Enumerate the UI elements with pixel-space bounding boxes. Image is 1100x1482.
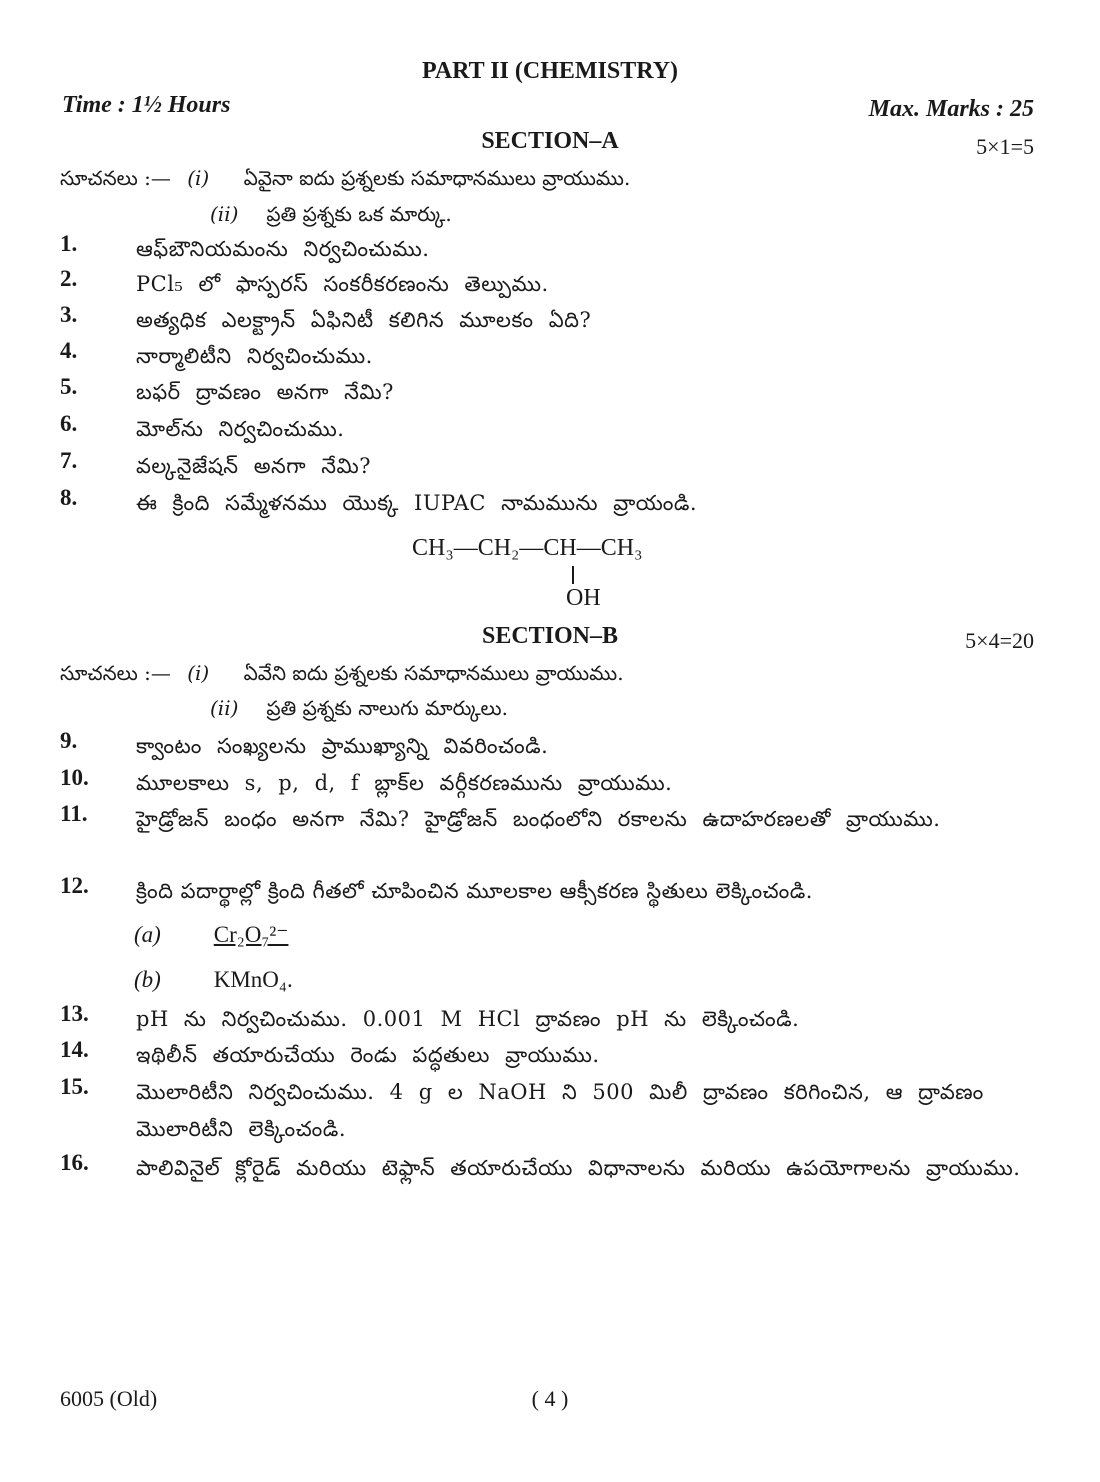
question-number: 2. <box>60 266 78 291</box>
time-allowed: Time : 1½ Hours <box>62 92 231 118</box>
question-13 <box>60 1001 1040 1038</box>
section-a-instruction-1 <box>60 166 630 195</box>
q12-item-b <box>134 967 293 993</box>
instructions-label: సూచనలు :— <box>60 166 171 190</box>
question-11 <box>60 801 1040 838</box>
instruction-text: ఏవేని ఐదు ప్రశ్నలకు సమాధానములు వ్రాయుము. <box>243 661 624 685</box>
paper-code: 6005 (Old) <box>60 1386 158 1411</box>
question-text: క్వాంటం సంఖ్యలను ప్రాముఖ్యాన్ని వివరించండి. <box>136 734 549 758</box>
question-12 <box>60 873 1040 910</box>
question-4 <box>60 338 1040 375</box>
question-text: pH ను నిర్వచించుము. 0.001 M HCl ద్రావణం pH ను లెక్కించండి. <box>136 1007 800 1031</box>
question-number: 7. <box>60 448 78 473</box>
question-text: ఆఫ్‌బౌనియమంను నిర్వచించుము. <box>136 237 430 261</box>
formula-oh-group: OH <box>566 585 601 611</box>
question-text: పాలివినైల్ క్లోరైడ్ మరియు టెఫ్లాన్ తయారుచేయు విధానాలను మరియు ఉపయోగాలను వ్రాయుము. <box>136 1156 1021 1180</box>
question-number: 5. <box>60 374 78 399</box>
section-b-heading: SECTION–B <box>481 623 619 649</box>
item-label: (b) <box>134 967 161 992</box>
question-number: 16. <box>60 1150 89 1175</box>
question-text: క్రింది పదార్థాల్లో క్రింది గీతలో చూపించిన మూలకాల ఆక్సీకరణ స్థితులు లెక్కించండి. <box>136 879 813 903</box>
question-number: 8. <box>60 485 78 510</box>
question-number: 14. <box>60 1037 89 1062</box>
question-text: PCl₅ లో ఫాస్పరస్ సంకరీకరణంను తెల్పుము. <box>136 272 549 296</box>
question-number: 6. <box>60 411 78 436</box>
question-8 <box>60 485 1040 522</box>
question-number: 4. <box>60 338 78 363</box>
question-number: 10. <box>60 765 89 790</box>
section-a-heading: SECTION–A <box>481 128 619 154</box>
question-text: నార్మాలిటీని నిర్వచించుము. <box>136 344 373 368</box>
max-marks: Max. Marks : 25 <box>868 96 1034 122</box>
instruction-number: (ii) <box>210 202 239 226</box>
question-number: 13. <box>60 1001 89 1026</box>
question-text: బఫర్ ద్రావణం అనగా నేమి? <box>136 380 394 404</box>
section-a-marks: 5×1=5 <box>976 134 1034 159</box>
question-number: 9. <box>60 728 78 753</box>
question-5 <box>60 374 1040 411</box>
question-15 <box>60 1074 1040 1148</box>
formula-bond-line <box>572 566 574 584</box>
question-text: ఇథిలీన్ తయారుచేయు రెండు పద్ధతులు వ్రాయుము. <box>136 1043 600 1067</box>
instruction-text: ప్రతి ప్రశ్నకు నాలుగు మార్కులు. <box>266 696 508 720</box>
question-number: 15. <box>60 1074 89 1099</box>
question-9 <box>60 728 1040 765</box>
structural-formula: CH₃—CH₂—CH—CH₃ <box>412 535 643 561</box>
question-14 <box>60 1037 1040 1074</box>
question-7 <box>60 448 1040 485</box>
section-a-instruction-2 <box>210 202 452 231</box>
page-number: ( 4 ) <box>531 1386 569 1411</box>
question-number: 3. <box>60 302 78 327</box>
question-text: అత్యధిక ఎలక్ట్రాన్ ఏఫినిటీ కలిగిన మూలకం ఏది? <box>136 308 592 332</box>
question-number: 12. <box>60 873 89 898</box>
question-10 <box>60 765 1040 802</box>
question-text: వల్కనైజేషన్ అనగా నేమి? <box>136 454 371 478</box>
question-2 <box>60 266 1040 303</box>
question-text: మోల్‌ను నిర్వచించుము. <box>136 417 345 441</box>
instruction-number: (ii) <box>210 696 239 720</box>
instruction-number: (i) <box>187 661 210 685</box>
question-text: మొలారిటీని నిర్వచించుము. 4 g ల NaOH ని 500 మిలీ ద్రావణం కరిగించిన, ఆ ద్రావణం మొలారిటీని లెక్కించండి. <box>136 1080 984 1141</box>
question-text: హైడ్రోజన్ బంధం అనగా నేమి? హైడ్రోజన్ బంధంలోని రకాలను ఉదాహరణలతో వ్రాయుము. <box>136 807 941 831</box>
question-16 <box>60 1150 1040 1187</box>
page-title: PART II (CHEMISTRY) <box>421 58 679 84</box>
section-b-instruction-2 <box>210 696 508 725</box>
item-formula: KMnO₄. <box>213 967 293 992</box>
question-text: మూలకాలు s, p, d, f బ్లాక్‌ల వర్గీకరణమును వ్రాయుము. <box>136 771 673 795</box>
question-number: 1. <box>60 231 78 256</box>
section-b-instruction-1 <box>60 661 624 690</box>
q12-item-a <box>134 922 288 948</box>
instructions-label: సూచనలు :— <box>60 661 171 685</box>
item-label: (a) <box>134 922 161 947</box>
instruction-text: ప్రతి ప్రశ్నకు ఒక మార్కు. <box>266 202 452 226</box>
instruction-text: ఏవైనా ఐదు ప్రశ్నలకు సమాధానములు వ్రాయుము. <box>243 166 631 190</box>
question-6 <box>60 411 1040 448</box>
question-1 <box>60 231 1040 268</box>
section-b-marks: 5×4=20 <box>965 628 1034 653</box>
question-text: ఈ క్రింది సమ్మేళనము యొక్క IUPAC నామమును వ్రాయండి. <box>136 491 698 515</box>
item-formula: Cr₂O₇²⁻ <box>213 922 289 947</box>
question-number: 11. <box>60 801 88 826</box>
question-3 <box>60 302 1040 339</box>
instruction-number: (i) <box>187 166 210 190</box>
